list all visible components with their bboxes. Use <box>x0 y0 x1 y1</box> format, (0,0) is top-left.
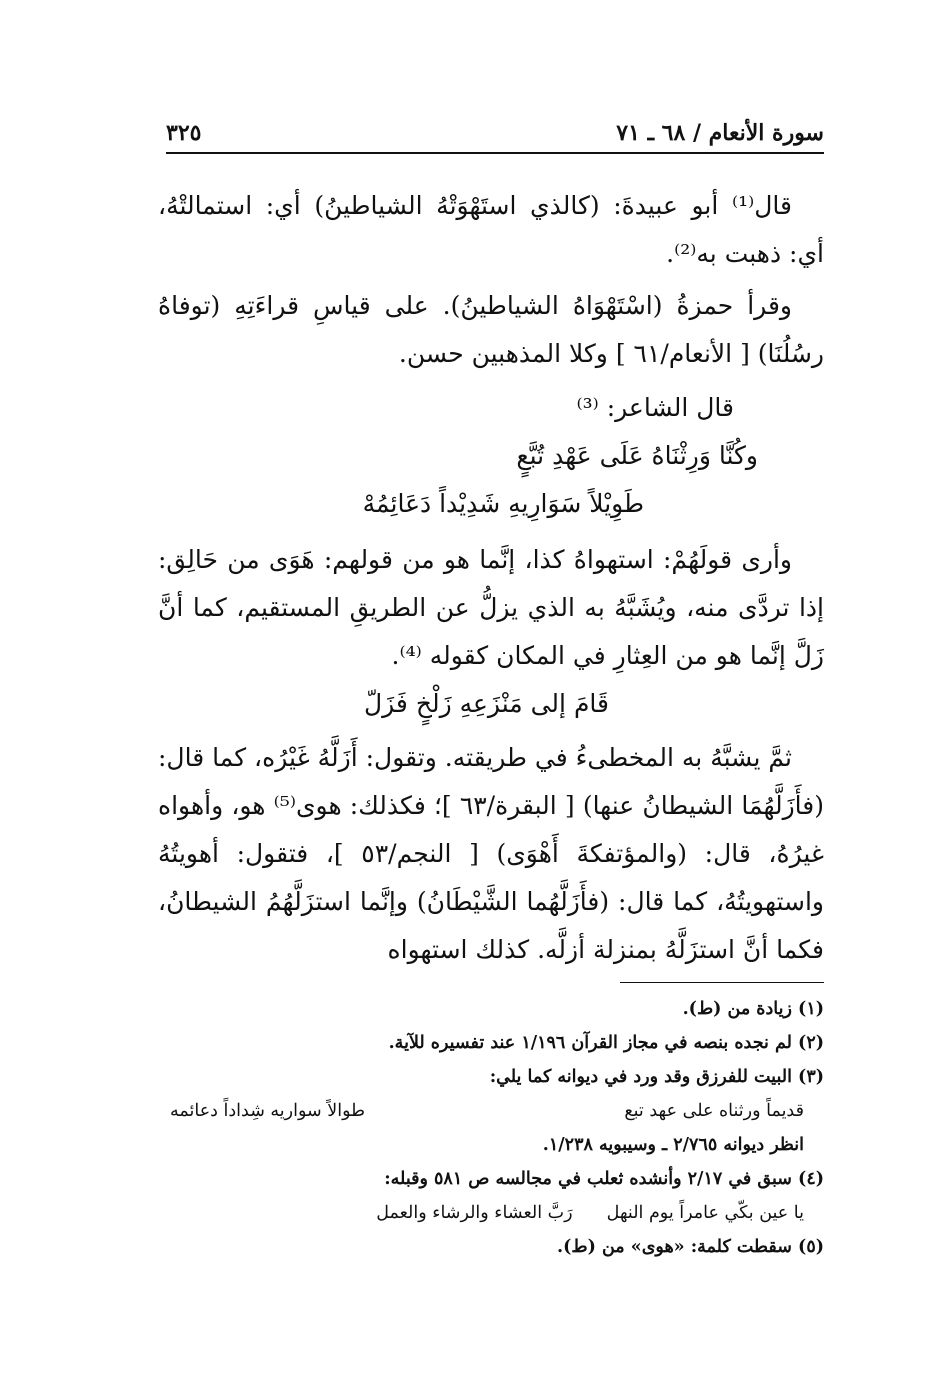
footnote-divider <box>620 982 824 983</box>
page-number: ٣٢٥ <box>166 120 202 146</box>
paragraph-2: وقرأ حمزةُ (اسْتَهْوَاهُ الشياطينُ). على قياسِ قراءَتِهِ (توفاهُ رسُلُنَا) [ الأنعام/٦١ ] وكلا المذهبين حسن. <box>158 291 824 368</box>
running-header <box>166 118 824 154</box>
footnotes <box>170 992 824 1264</box>
footnote-3-verse-second: طوالاً سواريه شِداداً دعائمه <box>170 1101 366 1121</box>
footnote-3: (٣) البيت للفرزق وقد ورد في ديوانه كما يلي: <box>489 1067 824 1087</box>
footnote-4-verse <box>170 1196 824 1230</box>
footnote-5: (٥) سقطت كلمة: «هوى» من (ط). <box>557 1237 824 1257</box>
footnote-3-verse <box>170 1094 824 1128</box>
main-text <box>158 182 824 974</box>
footnote-4: (٤) سبق في ٢/١٧ وأنشده ثعلب في مجالسه ص ٥٨١ وقبله: <box>384 1169 824 1189</box>
verse-2: قَامَ إلى مَنْزَعِهِ زَلْخٍ فَزَلّ <box>363 689 609 718</box>
surah-title: سورة الأنعام / ٦٨ ـ ٧١ <box>616 120 824 146</box>
footnote-2: (٢) لم نجده بنصه في مجاز القرآن ١/١٩٦ عند تفسيره للآية. <box>388 1033 824 1053</box>
footnote-1: (١) زيادة من (ط). <box>682 999 824 1019</box>
paragraph-1: قال⁽¹⁾ أبو عبيدةَ: (كالذي استَهْوَتْهُ الشياطينُ) أي: استمالتْهُ، أي: ذهبت به⁽²⁾. <box>158 191 824 268</box>
footnote-4-verse-second: رَبَّ العشاء والرشاء والعمل <box>376 1203 573 1223</box>
verse-1-second-hemistich: طَوِيْلاً سَوَارِيهِ شَدِيْداً دَعَائِمُهْ <box>362 489 644 518</box>
paragraph-4: ثمَّ يشبَّهُ به المخطىءُ في طريقته. وتقول: أَزَلَّهُ غَيْرُه، كما قال: (فأَزَلَّهُمَا الشيطانُ عنها) [ البقرة/٦٣ ]؛ فكذلك: هوى⁽⁵⁾ هو، وأهواه غيرُهُ، قال: (والمؤتفكةَ أَهْوَى) [ النجم/٥٣ ]، فتقول: أهويتُهُ واستهويتُهُ، كما قال: (فأَزَلَّهُما الشَّيْطَانُ) وإنَّما استزَلَّهُمُ الشيطانُ، فكما أنَّ استزَلَّهُ بمنزلة أزلَّه. كذلك استهواه <box>158 743 824 964</box>
paragraph-3: وأرى قولَهُمْ: استهواهُ كذا، إنَّما هو من قولهم: هَوَى من حَالِق: إذا تردَّى منه، ويُشَبَّهُ به الذي يزلُّ عن الطريقِ المستقيم، كما أنَّ زَلَّ إنَّما هو من العِثارِ في المكان كقوله ⁽⁴⁾. <box>158 545 824 670</box>
poet-intro: قال الشاعر: ⁽³⁾ <box>576 393 734 422</box>
verse-1-first-hemistich: وكُنَّا وَرِثْنَاهُ عَلَى عَهْدِ تُبَّعٍ <box>516 441 758 470</box>
footnote-4-verse-first: يا عين بكّي عامراً يوم النهل <box>606 1203 804 1223</box>
footnote-3-reference: انظر ديوانه ٢/٧٦٥ ـ وسيبويه ١/٢٣٨. <box>542 1135 804 1155</box>
footnote-3-verse-first: قديماً ورثناه على عهد تبع <box>624 1101 804 1121</box>
